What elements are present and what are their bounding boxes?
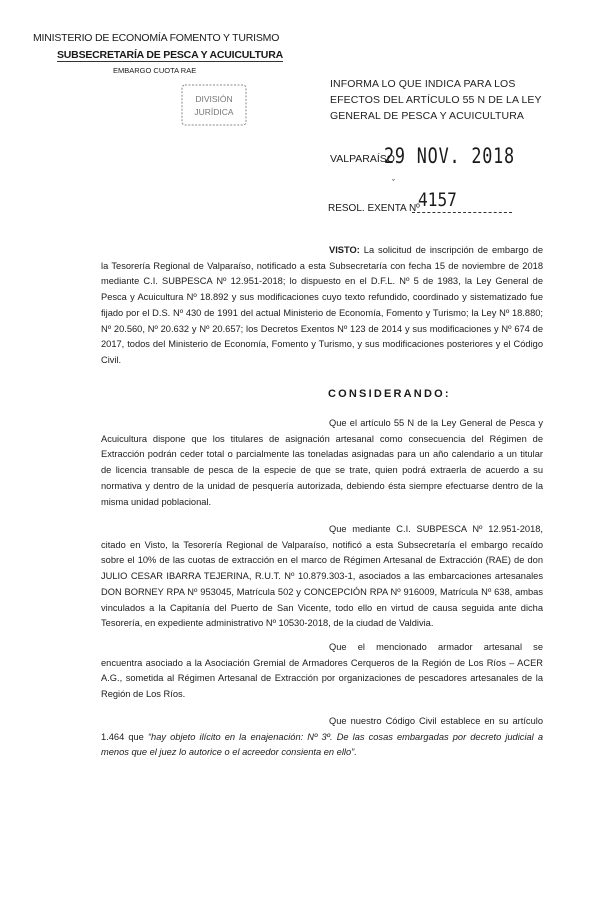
considerando-paragraph-3: Que el mencionado armador artesanal se encuentra asociado a la Asociación Gremial de Armadores Cerqueros de la Región de Los Ríos – ACER A.G., sometida al Régimen Artesanal de Extracción por organizaciones de pescadores artesanales de la Región de Los Ríos. xyxy=(101,642,543,700)
resolution-underline xyxy=(412,212,512,213)
considerando-paragraph-4 xyxy=(101,714,543,761)
place-label: VALPARAÍSO, xyxy=(330,153,398,165)
stamp-line1: DIVISIÓN xyxy=(195,94,233,104)
visto-text: La solicitud de inscripción de embargo de la Tesorería Regional de Valparaíso, notificado a esta Subsecretaría con fecha 15 de noviembre de 2018 mediante C.I. SUBPESCA Nº 12.951-2018; lo dispuesto en el D.F.L. Nº 5 de 1983, la Ley General de Pesca y Acuicultura Nº 18.892 y sus modificaciones cuyo texto refundido, coordinado y sistematizado fue fijado por el D.S. Nº 430 de 1991 del actual Ministerio de Economía, Fomento y Turismo; la Ley Nº 18.880; Nº 20.560, Nº 20.632 y Nº 20.657; los Decretos Exentos Nº 123 de 2014 y sus modificaciones y Nº 674 de 2017, todos del Ministerio de Economía, Fomento y Turismo, y sus modificaciones posteriores y el Código Civil. xyxy=(101,245,543,365)
header-subline: EMBARGO CUOTA RAE xyxy=(113,66,197,75)
considerando-paragraph-1: Que el artículo 55 N de la Ley General de Pesca y Acuicultura dispone que los titulares de asignación artesanal como consecuencia del Régimen de Extracción podrán ceder total o parcialmente las toneladas asignadas para un año calendario a un titular de licencia transable de pesca de la especie de que se trate, quien podrá extraerla de acuerdo a su normativa y dentro de la unidad de pesquería autorizada, debiendo ésta siempre efectuarse dentro de la misma unidad poblacional. xyxy=(101,418,543,507)
resolution-label: RESOL. EXENTA Nº xyxy=(328,203,420,214)
subsecretaria-name xyxy=(57,49,283,61)
resolution-number: 4157 xyxy=(418,189,457,211)
visto-label: VISTO: xyxy=(329,245,360,255)
tick-mark: ˇ xyxy=(392,178,395,188)
p4-quote: “hay objeto ilícito en la enajenación: Nº 3º. De las cosas embargadas por decreto judicial a menos que el juez lo autorice o el acreedor consienta en ello”. xyxy=(101,731,543,758)
division-juridica-stamp xyxy=(180,82,248,128)
p4-plain: Que nuestro Código Civil establece en su artículo 1.464 que xyxy=(101,716,543,742)
visto-paragraph xyxy=(101,243,543,369)
stamp-line2: JURÍDICA xyxy=(194,107,234,117)
reference-text: INFORMA LO QUE INDICA PARA LOS EFECTOS DEL ARTÍCULO 55 N DE LA LEY GENERAL DE PESCA Y ACUICULTURA xyxy=(330,78,542,122)
date-stamp: 29 NOV. 2018 xyxy=(384,144,515,168)
subsecretaria-label: SUBSECRETARÍA DE PESCA Y ACUICULTURA xyxy=(57,49,283,61)
considerando-paragraph-2: Que mediante C.I. SUBPESCA Nº 12.951-2018, citado en Visto, la Tesorería Regional de Valparaíso, notificó a esta Subsecretaría el embargo recaído sobre el 10% de las cuotas de extracción en el marco de Régimen Artesanal de Extracción (RAE) de don JULIO CESAR IBARRA TEJERINA, R.U.T. Nº 10.879.303-1, asociados a las embarcaciones artesanales DON BORNEY RPA Nº 953045, Matrícula 502 y CONCEPCIÓN RPA Nº 916009, Matrícula Nº 638, ambas vinculados a la Capitanía del Puerto de San Vicente, todo ello en virtud de causa seguida ante dicha Tesorería, en expediente administrativo Nº 10530-2018, de la ciudad de Valdivia. xyxy=(101,524,543,629)
considerando-heading: CONSIDERANDO: xyxy=(328,388,451,400)
ministry-name: MINISTERIO DE ECONOMÍA FOMENTO Y TURISMO xyxy=(33,32,280,44)
